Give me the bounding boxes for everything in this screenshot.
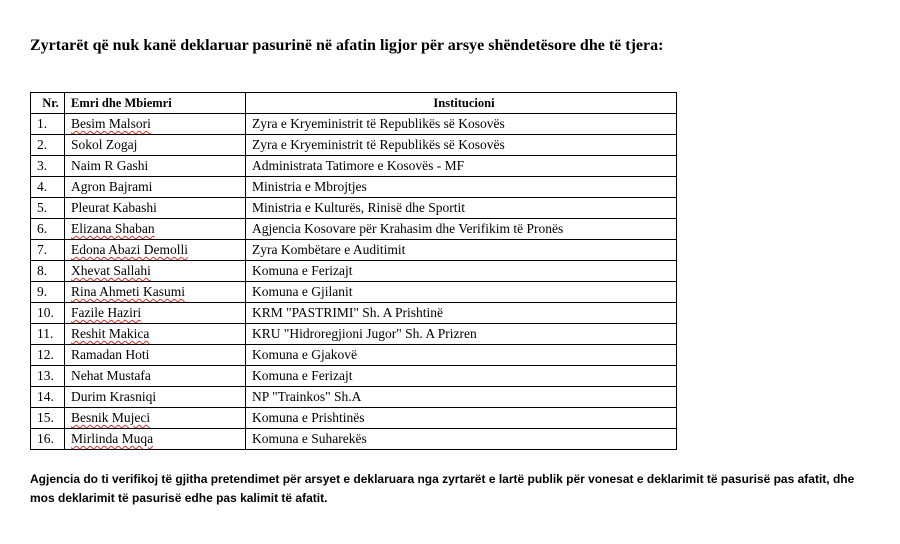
row-number: 4. (37, 179, 48, 194)
official-name-cell (65, 198, 246, 219)
footer-note: Agjencia do ti verifikoj të gjitha pretendimet për arsyet e deklaruara nga zyrtarët e lartë publik për vonesat e deklarimit të pasurisë pas afatit, dhe mos deklarimit të pasurisë edhe pas kalimit të afatit. (30, 472, 855, 505)
table-row (31, 366, 677, 387)
official-name-cell (65, 240, 246, 261)
institution-name: Ministria e Kulturës, Rinisë dhe Sportit (252, 200, 465, 215)
institution-name-cell (246, 324, 677, 345)
official-name: Pleurat Kabashi (71, 200, 157, 215)
institution-name-cell (246, 177, 677, 198)
institution-name-cell (246, 387, 677, 408)
official-name-cell (65, 282, 246, 303)
row-number-cell (31, 114, 65, 135)
institution-name-cell (246, 114, 677, 135)
table-row (31, 408, 677, 429)
institution-name: Zyra e Kryeministrit të Republikës së Kosovës (252, 137, 505, 152)
table-row (31, 387, 677, 408)
institution-name-cell (246, 429, 677, 450)
institution-name-cell (246, 345, 677, 366)
row-number-cell (31, 429, 65, 450)
official-name-cell (65, 429, 246, 450)
table-row (31, 240, 677, 261)
table-row (31, 135, 677, 156)
institution-name: Komuna e Ferizajt (252, 263, 353, 278)
institution-name-cell (246, 408, 677, 429)
institution-name-cell (246, 219, 677, 240)
row-number: 5. (37, 200, 48, 215)
official-name: Rina Ahmeti Kasumi (71, 284, 185, 299)
table-row (31, 303, 677, 324)
institution-name: KRU "Hidroregjioni Jugor" Sh. A Prizren (252, 326, 477, 341)
official-name-cell (65, 408, 246, 429)
official-name: Agron Bajrami (71, 179, 153, 194)
official-name-cell (65, 156, 246, 177)
official-name: Elizana Shaban (71, 221, 155, 236)
official-name: Xhevat Sallahi (71, 263, 151, 278)
table-row (31, 156, 677, 177)
institution-name-cell (246, 135, 677, 156)
row-number-cell (31, 198, 65, 219)
institution-name: Administrata Tatimore e Kosovës - MF (252, 158, 465, 173)
official-name-cell (65, 114, 246, 135)
official-name: Reshit Makica (71, 326, 150, 341)
row-number-cell (31, 303, 65, 324)
institution-name-cell (246, 240, 677, 261)
row-number-cell (31, 387, 65, 408)
official-name-cell (65, 387, 246, 408)
row-number: 16. (37, 431, 54, 446)
row-number: 7. (37, 242, 48, 257)
institution-name: Komuna e Ferizajt (252, 368, 353, 383)
institution-name: Komuna e Prishtinës (252, 410, 365, 425)
row-number-cell (31, 324, 65, 345)
official-name: Durim Krasniqi (71, 389, 157, 404)
row-number: 11. (37, 326, 54, 341)
official-name-cell (65, 303, 246, 324)
official-name: Besnik Mujeci (71, 410, 151, 425)
row-number-cell (31, 366, 65, 387)
row-number: 6. (37, 221, 48, 236)
institution-name-cell (246, 261, 677, 282)
row-number-cell (31, 156, 65, 177)
page-heading: Zyrtarët që nuk kanë deklaruar pasurinë në afatin ligjor për arsye shëndetësore dhe të tjera: (30, 37, 664, 54)
institution-name-cell (246, 282, 677, 303)
table-row (31, 429, 677, 450)
institution-name: Agjencia Kosovare për Krahasim dhe Verifikim të Pronës (252, 221, 564, 236)
official-name-cell (65, 324, 246, 345)
row-number: 15. (37, 410, 54, 425)
row-number: 13. (37, 368, 54, 383)
row-number-cell (31, 408, 65, 429)
official-name: Naim R Gashi (71, 158, 149, 173)
row-number: 12. (37, 347, 54, 362)
row-number-cell (31, 177, 65, 198)
institution-name: NP "Trainkos" Sh.A (252, 389, 362, 404)
row-number-cell (31, 345, 65, 366)
row-number: 2. (37, 137, 48, 152)
official-name-cell (65, 177, 246, 198)
official-name: Fazile Haziri (71, 305, 142, 320)
institution-name: Ministria e Mbrojtjes (252, 179, 367, 194)
row-number: 9. (37, 284, 48, 299)
table-row (31, 177, 677, 198)
institution-name: Zyra e Kryeministrit të Republikës së Kosovës (252, 116, 505, 131)
institution-name: Komuna e Gjilanit (252, 284, 353, 299)
institution-name-cell (246, 303, 677, 324)
official-name-cell (65, 135, 246, 156)
header-institution: Institucioni (246, 93, 677, 114)
row-number: 8. (37, 263, 48, 278)
table-header-row (31, 93, 677, 114)
institution-name-cell (246, 366, 677, 387)
institution-name: KRM "PASTRIMI" Sh. A Prishtinë (252, 305, 443, 320)
header-nr: Nr. (31, 93, 65, 114)
official-name: Mirlinda Muqa (71, 431, 154, 446)
official-name: Besim Malsori (71, 116, 151, 131)
row-number: 14. (37, 389, 54, 404)
table-row (31, 324, 677, 345)
institution-name: Zyra Kombëtare e Auditimit (252, 242, 406, 257)
row-number-cell (31, 240, 65, 261)
row-number-cell (31, 135, 65, 156)
official-name-cell (65, 219, 246, 240)
official-name: Ramadan Hoti (71, 347, 150, 362)
official-name: Sokol Zogaj (71, 137, 138, 152)
table-row (31, 261, 677, 282)
table-row (31, 282, 677, 303)
row-number-cell (31, 282, 65, 303)
table-row (31, 198, 677, 219)
officials-table (30, 92, 677, 450)
table-row (31, 114, 677, 135)
institution-name-cell (246, 198, 677, 219)
row-number: 10. (37, 305, 54, 320)
official-name: Edona Abazi Demolli (71, 242, 188, 257)
official-name-cell (65, 261, 246, 282)
row-number: 3. (37, 158, 48, 173)
official-name: Nehat Mustafa (71, 368, 151, 383)
official-name-cell (65, 345, 246, 366)
row-number-cell (31, 219, 65, 240)
table-row (31, 345, 677, 366)
official-name-cell (65, 366, 246, 387)
institution-name-cell (246, 156, 677, 177)
header-name: Emri dhe Mbiemri (65, 93, 246, 114)
institution-name: Komuna e Suharekës (252, 431, 367, 446)
row-number-cell (31, 261, 65, 282)
table-row (31, 219, 677, 240)
row-number: 1. (37, 116, 48, 131)
institution-name: Komuna e Gjakovë (252, 347, 357, 362)
